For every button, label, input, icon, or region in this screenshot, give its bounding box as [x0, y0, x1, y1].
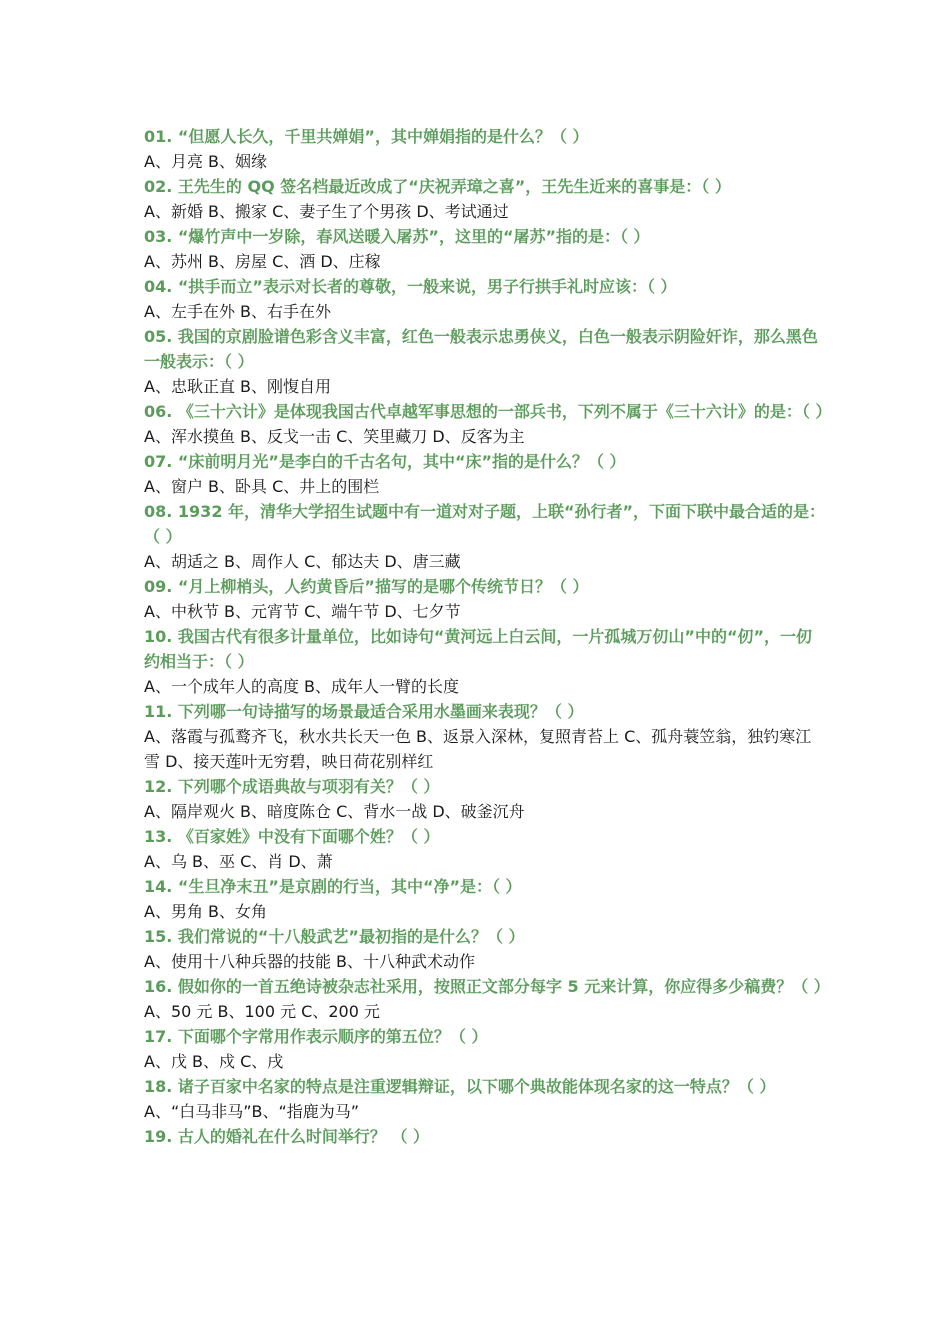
question-text: 11. 下列哪一句诗描写的场景最适合采用水墨画来表现？（ ） — [144, 702, 584, 721]
question-text: 02. 王先生的 QQ 签名档最近改成了“庆祝弄璋之喜”，王先生近来的喜事是：（ ） — [144, 177, 731, 196]
question-text: 06. 《三十六计》是体现我国古代卓越军事思想的一部兵书，下列不属于《三十六计》的是：（ ） — [144, 402, 832, 421]
question-text: 19. 古人的婚礼在什么时间举行？ （ ） — [144, 1127, 430, 1146]
question-text: 14. “生旦净末丑”是京剧的行当，其中“净”是：（ ） — [144, 877, 522, 896]
question-text: 08. 1932 年，清华大学招生试题中有一道对对子题，上联“孙行者”，下面下联中最合适的是：（ ） — [144, 502, 826, 546]
question-item-17 — [144, 1024, 826, 1074]
question-text: 18. 诸子百家中名家的特点是注重逻辑辩证，以下哪个典故能体现名家的这一特点？（ ） — [144, 1077, 776, 1096]
question-text: 17. 下面哪个字常用作表示顺序的第五位？（ ） — [144, 1027, 488, 1046]
question-text: 10. 我国古代有很多计量单位，比如诗句“黄河远上白云间，一片孤城万仞山”中的“仞”，一仞约相当于：（ ） — [144, 627, 812, 671]
answer-options: A、中秋节 B、元宵节 C、端午节 D、七夕节 — [144, 602, 461, 621]
question-item-06 — [144, 399, 832, 449]
question-item-13 — [144, 824, 826, 874]
answer-options: A、浑水摸鱼 B、反戈一击 C、笑里藏刀 D、反客为主 — [144, 427, 525, 446]
answer-options: A、落霞与孤鹜齐飞，秋水共长天一色 B、返景入深林，复照青苔上 C、孤舟蓑笠翁，独钓寒江雪 D、接天莲叶无穷碧，映日荷花别样红 — [144, 727, 812, 771]
question-text: 16. 假如你的一首五绝诗被杂志社采用，按照正文部分每字 5 元来计算，你应得多少稿费？（ ） — [144, 977, 830, 996]
question-item-09 — [144, 574, 826, 624]
answer-options: A、戊 B、戍 C、戌 — [144, 1052, 284, 1071]
answer-options: A、隔岸观火 B、暗度陈仓 C、背水一战 D、破釜沉舟 — [144, 802, 525, 821]
answer-options: A、新婚 B、搬家 C、妻子生了个男孩 D、考试通过 — [144, 202, 509, 221]
answer-options: A、使用十八种兵器的技能 B、十八种武术动作 — [144, 952, 476, 971]
question-item-10 — [144, 624, 826, 699]
question-item-07 — [144, 449, 826, 499]
question-item-03 — [144, 224, 826, 274]
question-item-12 — [144, 774, 826, 824]
question-text: 04. “拱手而立”表示对长者的尊敬，一般来说，男子行拱手礼时应该：（ ） — [144, 277, 677, 296]
answer-options: A、窗户 B、卧具 C、井上的围栏 — [144, 477, 380, 496]
answer-options: A、左手在外 B、右手在外 — [144, 302, 332, 321]
question-item-04 — [144, 274, 826, 324]
question-item-01 — [144, 124, 826, 174]
question-text: 05. 我国的京剧脸谱色彩含义丰富，红色一般表示忠勇侠义，白色一般表示阴险奸诈，那么黑色一般表示：（ ） — [144, 327, 818, 371]
answer-options: A、月亮 B、姻缘 — [144, 152, 268, 171]
question-text: 09. “月上柳梢头，人约黄昏后”描写的是哪个传统节日？（ ） — [144, 577, 589, 596]
question-item-14 — [144, 874, 826, 924]
quiz-document — [144, 124, 832, 1149]
question-text: 07. “床前明月光”是李白的千古名句，其中“床”指的是什么？（ ） — [144, 452, 626, 471]
answer-options: A、“白马非马”B、“指鹿为马” — [144, 1102, 360, 1121]
question-item-16 — [144, 974, 830, 1024]
answer-options: A、一个成年人的高度 B、成年人一臂的长度 — [144, 677, 460, 696]
question-text: 12. 下列哪个成语典故与项羽有关？（ ） — [144, 777, 440, 796]
question-text: 15. 我们常说的“十八般武艺”最初指的是什么？（ ） — [144, 927, 525, 946]
question-item-19 — [144, 1124, 826, 1149]
question-text: 03. “爆竹声中一岁除，春风送暖入屠苏”，这里的“屠苏”指的是：（ ） — [144, 227, 650, 246]
answer-options: A、男角 B、女角 — [144, 902, 268, 921]
answer-options: A、50 元 B、100 元 C、200 元 — [144, 1002, 380, 1021]
question-item-08 — [144, 499, 826, 574]
answer-options: A、忠耿正直 B、刚愎自用 — [144, 377, 332, 396]
question-item-02 — [144, 174, 826, 224]
question-item-11 — [144, 699, 826, 774]
answer-options: A、胡适之 B、周作人 C、郁达夫 D、唐三藏 — [144, 552, 461, 571]
question-item-15 — [144, 924, 826, 974]
question-item-05 — [144, 324, 826, 399]
question-text: 13. 《百家姓》中没有下面哪个姓？（ ） — [144, 827, 440, 846]
answer-options: A、乌 B、巫 C、肖 D、萧 — [144, 852, 333, 871]
question-text: 01. “但愿人长久，千里共婵娟”，其中婵娟指的是什么？（ ） — [144, 127, 589, 146]
question-item-18 — [144, 1074, 826, 1124]
answer-options: A、苏州 B、房屋 C、酒 D、庄稼 — [144, 252, 381, 271]
